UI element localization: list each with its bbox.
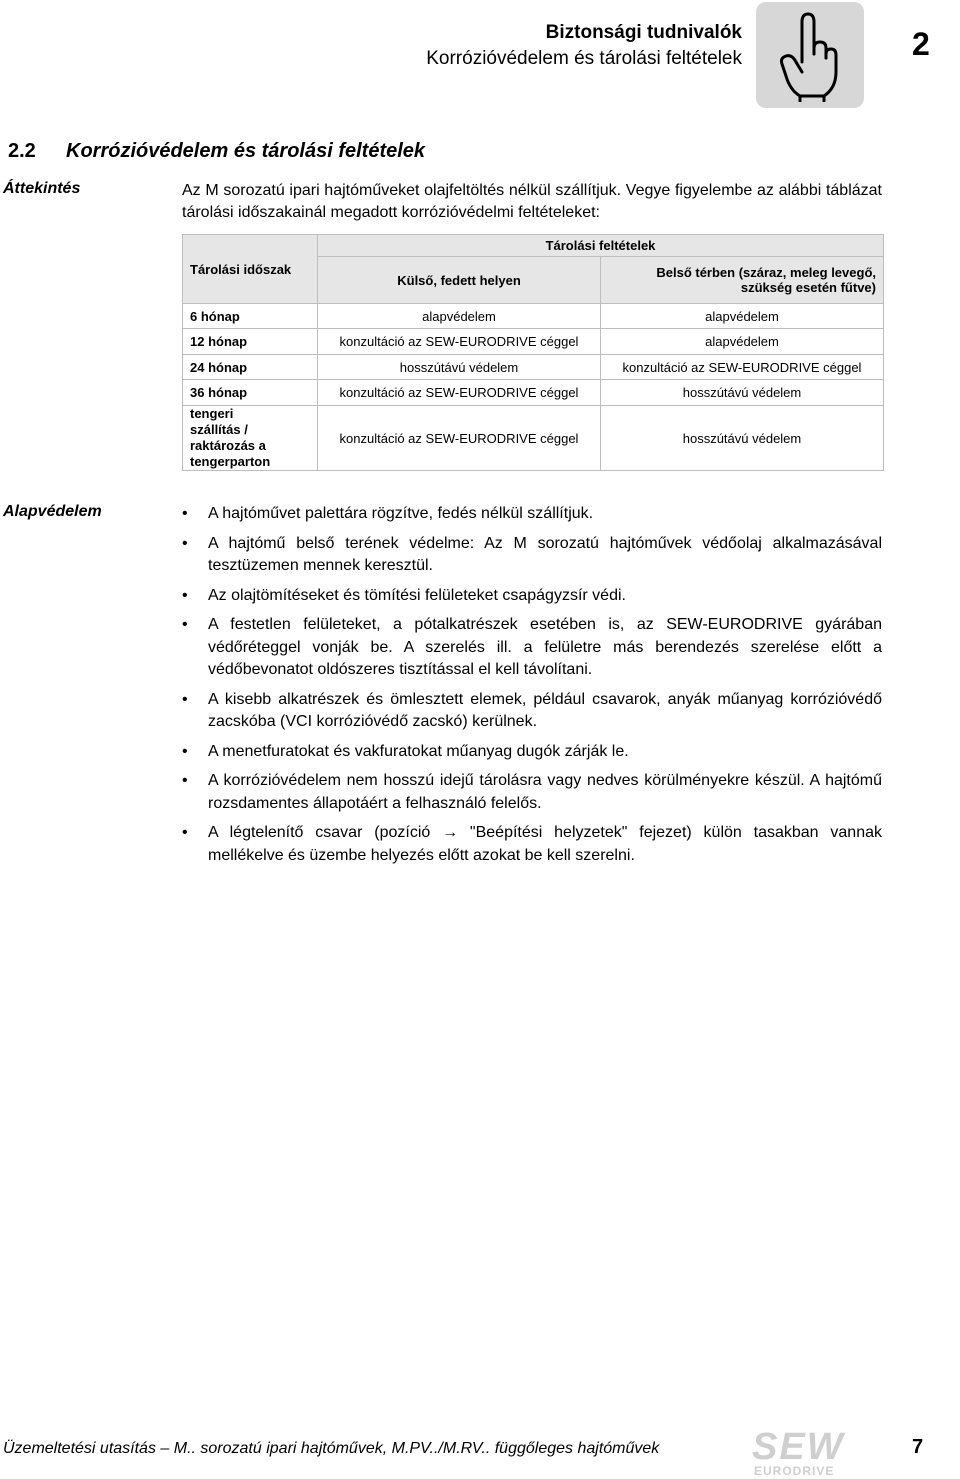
outdoor-cell: hosszútávú védelem [318,355,601,380]
list-item-text: Az olajtömítéseket és tömítési felületeket csapágyzsír védi. [208,586,626,604]
section-heading [8,140,425,163]
section-title: Korrózióvédelem és tárolási feltételek [66,140,426,162]
list-item-text: A hajtóművet palettára rögzítve, fedés nélkül szállítjuk. [208,505,594,522]
table-row [183,380,884,406]
table-row [183,355,884,380]
list-item-text: A menetfuratokat és vakfuratokat műanyag dugók zárják le. [208,742,629,760]
list-item-text: A kisebb alkatrészek és ömlesztett elemek, például csavarok, anyák műanyag korrózióvédő zacskóba (VCI korrózióvédő zacskó) kerülnek. [208,690,882,730]
basic-protection-list [182,503,882,874]
list-item [182,689,882,734]
logo-main-text: SEW [752,1426,845,1468]
indoor-cell: hosszútávú védelem [601,406,884,471]
header-title: Biztonsági tudnivalók [545,22,742,43]
overview-label: Áttekintés [3,180,81,197]
list-item [182,741,882,764]
bullet-icon: • [182,616,188,633]
safety-icon-box [756,2,864,108]
header-subtitle: Korrózióvédelem és tárolási feltételek [426,48,742,69]
storage-conditions-table [182,234,884,471]
bullet-icon: • [182,534,188,552]
indoor-cell: alapvédelem [601,304,884,329]
list-item [182,585,882,608]
footer-text: Üzemeltetési utasítás – M.. sorozatú ipari hajtóművek, M.PV../M.RV.. függőleges hajtóművek [3,1440,660,1457]
list-item [182,614,882,682]
outdoor-column-header: Külső, fedett helyen [318,257,601,304]
period-cell: 6 hónap [183,304,318,329]
list-item [182,822,882,867]
table-row [183,329,884,355]
overview-text: Az M sorozatú ipari hajtóműveket olajfeltöltés nélkül szállítjuk. Vegye figyelembe az alábbi táblázat tárolási időszakainál megadott korrózióvédelmi feltételeket: [182,182,882,221]
outdoor-cell: alapvédelem [318,304,601,329]
sew-eurodrive-logo [752,1428,860,1478]
outdoor-cell: konzultáció az SEW-EURODRIVE céggel [318,380,601,406]
indoor-cell: konzultáció az SEW-EURODRIVE céggel [601,355,884,380]
period-cell: 24 hónap [183,355,318,380]
table-row [183,406,884,471]
bullet-icon: • [182,742,188,760]
bullet-icon: • [182,586,188,604]
list-item-text: A korrózióvédelem nem hosszú idejű tárolásra vagy nedves körülményekre készül. A hajtómű rozsdamentes állapotáért a felhasználó felelős. [208,772,882,812]
period-cell: 36 hónap [183,380,318,406]
indoor-cell: hosszútávú védelem [601,380,884,406]
chapter-number: 2 [912,26,930,62]
section-number: 2.2 [8,140,36,162]
list-item [182,503,882,526]
period-cell: tengeri szállítás / raktározás a tengerparton [183,406,318,471]
table-row [183,304,884,329]
list-item [182,533,882,578]
page-number: 7 [912,1436,924,1458]
bullet-icon: • [182,690,188,708]
list-item-text: A festetlen felületeket, a pótalkatrészek esetében is, az SEW-EURODRIVE gyárában védőréteggel vonják be. A szerelés ill. a felületre más berendezés szerelése előtt a védőbevonatot oldószeres tisztítással el kell távolítani. [208,616,882,678]
period-cell: 12 hónap [183,329,318,355]
outdoor-cell: konzultáció az SEW-EURODRIVE céggel [318,329,601,355]
basic-protection-label: Alapvédelem [3,503,102,520]
list-item-text: A hajtómű belső terének védelme: Az M sorozatú hajtóművek védőolaj alkalmazásával tesztüzemen mennek keresztül. [208,534,882,574]
bullet-icon: • [182,505,188,522]
conditions-column-header: Tárolási feltételek [318,235,884,257]
outdoor-cell: konzultáció az SEW-EURODRIVE céggel [318,406,601,471]
list-item [182,770,882,815]
indoor-column-header: Belső térben (száraz, meleg levegő, szükség esetén fűtve) [601,257,884,304]
bullet-icon: • [182,772,188,789]
bullet-icon: • [182,824,188,841]
indoor-cell: alapvédelem [601,329,884,355]
pointing-hand-icon [776,10,844,102]
list-item-text: A légtelenítő csavar (pozíció → "Beépítési helyzetek" fejezet) külön tasakban vannak mellékelve és üzembe helyezés előtt azokat be kell szerelni. [208,824,882,864]
period-column-header: Tárolási időszak [183,235,318,304]
logo-sub-text: EURODRIVE [754,1464,835,1478]
